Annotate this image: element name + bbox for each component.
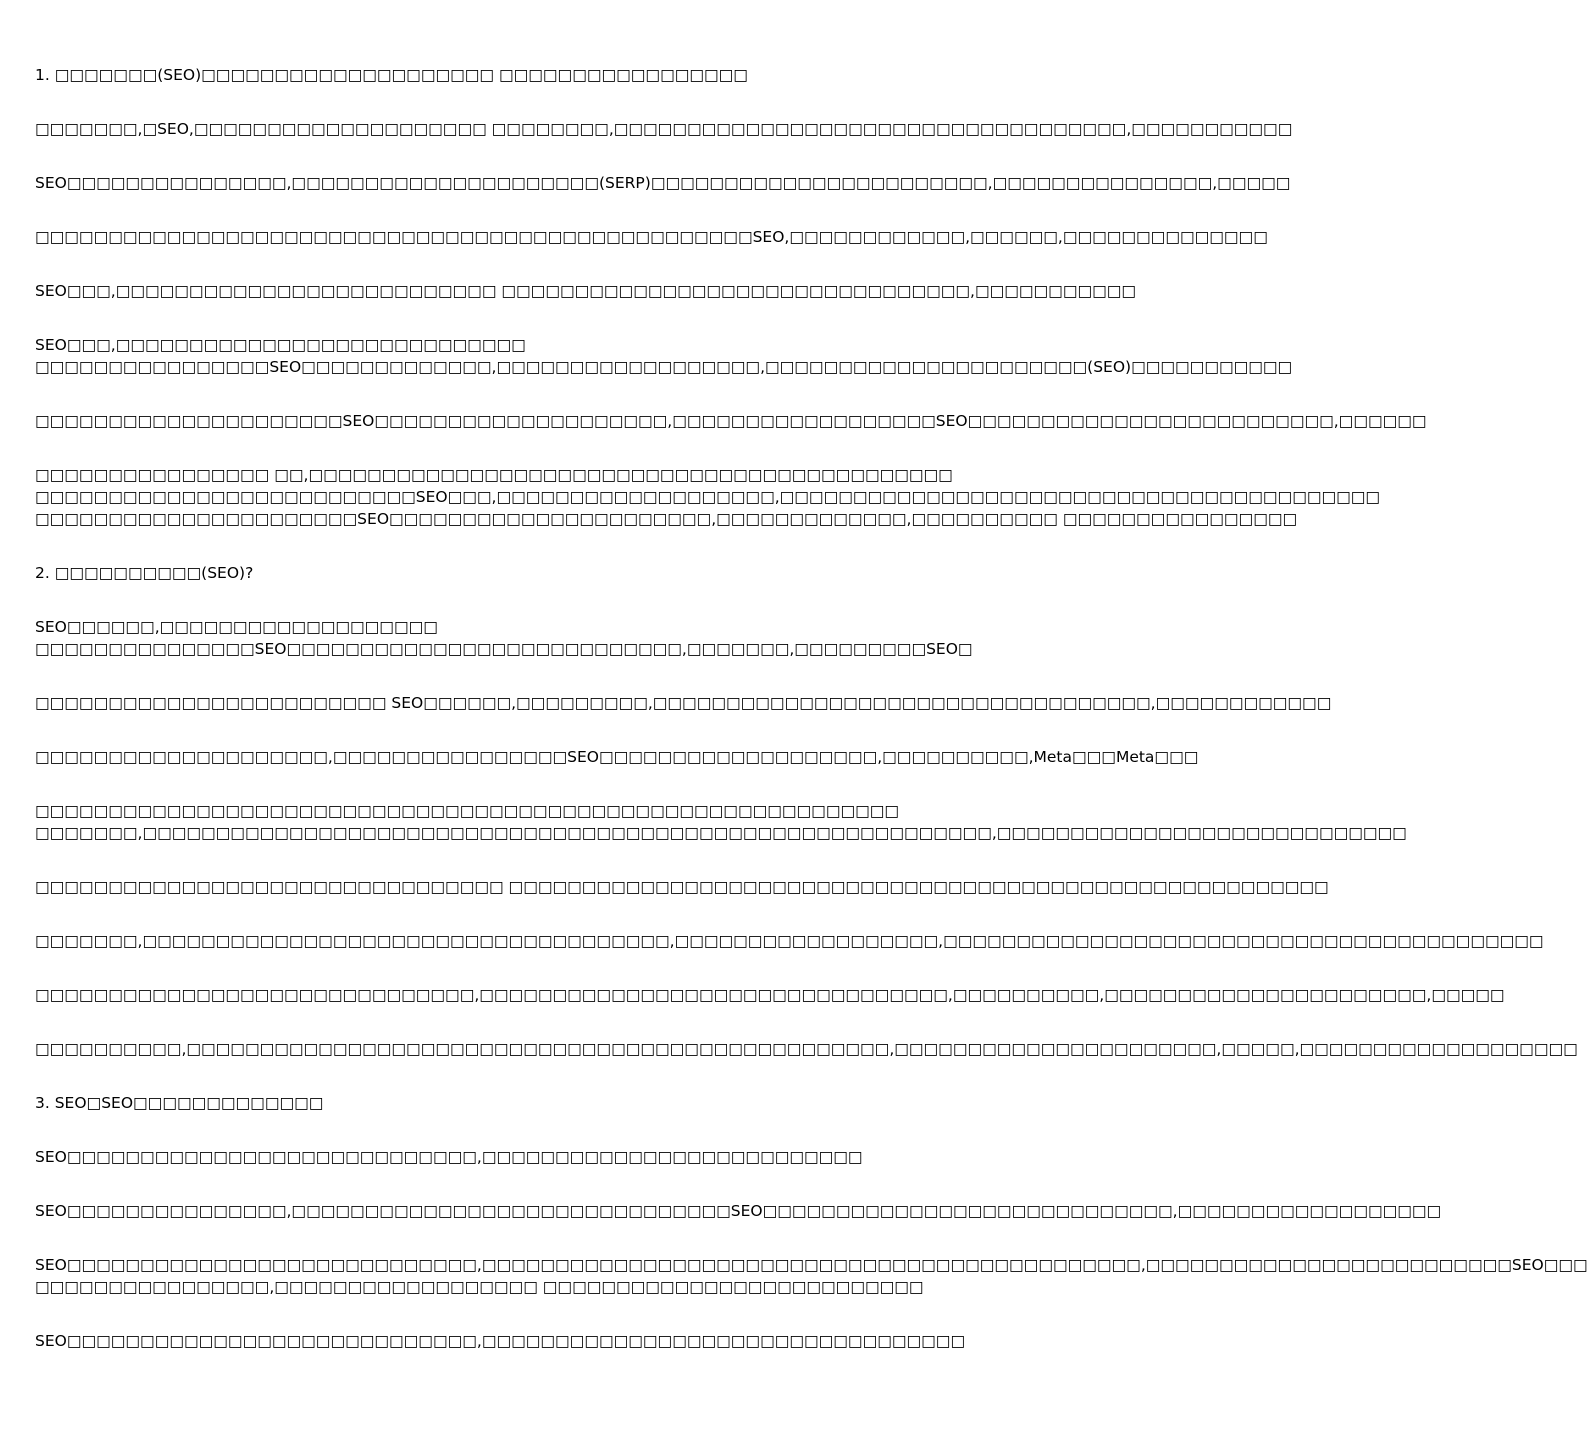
text-line: □□□□□□□,□□□□□□□□□□□□□□□□□□□□□□□□□□□□□□□□□□□□□□□□□□□□□□□□□□□□□□□□□□,□□□□□□□□□□□□□□□□□□□□□□□□□□□□ bbox=[35, 824, 1407, 842]
text-line: □□□□□□□□□□□□□□□□□□□□,□□□□□□□□□□□□□□□□SEO□□□□□□□□□□□□□□□□□□□,□□□□□□□□□□,Meta□□□Meta□□□ bbox=[35, 748, 1199, 766]
paragraph bbox=[35, 410, 1427, 432]
paragraph bbox=[35, 280, 1137, 302]
paragraph bbox=[35, 746, 1199, 768]
text-line: □□□□□□□□□□□□□□□□□□□□□□□□ SEO□□□□□□,□□□□□□□□□,□□□□□□□□□□□□□□□□□□□□□□□□□□□□□□□□□□,□□□□□□□□□□□□ bbox=[35, 694, 1332, 712]
paragraph bbox=[35, 1092, 990, 1114]
text-line: SEO□□□□□□□□□□□□□□□,□□□□□□□□□□□□□□□□□□□□□(SERP)□□□□□□□□□□□□□□□□□□□□□□□,□□□□□□□□□□□□□□□,□□□□□ bbox=[35, 174, 1291, 192]
paragraph bbox=[35, 984, 1505, 1006]
paragraph bbox=[35, 876, 1329, 898]
text-line: □□□□□□□□□□□□□□□□□□□□□□□□□□□□□□□□□□□□□□□□□□□□□□□□□□□□□□□□□□□ bbox=[35, 802, 900, 820]
paragraph bbox=[35, 1146, 990, 1168]
text-line: □□□□□□□□□□□□□□□□ □□,□□□□□□□□□□□□□□□□□□□□□□□□□□□□□□□□□□□□□□□□□□□□ bbox=[35, 466, 953, 484]
text-line: □□□□□□□,□SEO,□□□□□□□□□□□□□□□□□□□□ □□□□□□□□,□□□□□□□□□□□□□□□□□□□□□□□□□□□□□□□□□□□,□□□□□□□□□□□ bbox=[35, 120, 1293, 138]
text-line: □□□□□□□□□□□□□□□□□□□□□□□□□□□□□□□□ □□□□□□□□□□□□□□□□□□□□□□□□□□□□□□□□□□□□□□□□□□□□□□□□□□□□□□□□ bbox=[35, 878, 1329, 896]
paragraph bbox=[35, 464, 1381, 530]
text-line: □□□□□□□□□□□□□□□□□□□□□SEO□□□□□□□□□□□□□□□□□□□□,□□□□□□□□□□□□□□□□□□SEO□□□□□□□□□□□□□□□□□□□□□□□□□,□□□□□□ bbox=[35, 412, 1427, 430]
text-line: SEO□□□,□□□□□□□□□□□□□□□□□□□□□□□□□□□□ bbox=[35, 336, 526, 354]
paragraph bbox=[35, 118, 1293, 140]
text-line: □□□□□□□□□□□□□□□□,□□□□□□□□□□□□□□□□□□ □□□□□□□□□□□□□□□□□□□□□□□□□□ bbox=[35, 1278, 924, 1296]
text-line: □□□□□□□□□□□□□□□□□□□□□□□□□□□□□□□□□□□□□□□□□□□□□□□□□SEO,□□□□□□□□□□□□,□□□□□□,□□□□□□□□□□□□□□ bbox=[35, 228, 1268, 246]
paragraph bbox=[35, 1254, 1588, 1298]
paragraph bbox=[35, 562, 990, 584]
paragraph bbox=[35, 1038, 1578, 1060]
paragraph bbox=[35, 692, 1332, 714]
text-line: SEO□□□□□□□□□□□□□□□,□□□□□□□□□□□□□□□□□□□□□□□□□□□□□□SEO□□□□□□□□□□□□□□□□□□□□□□□□□□□□,□□□□□□□□□□□□□□□□□□ bbox=[35, 1202, 1442, 1220]
text-line: □□□□□□□□□□□□□□□□□□□□□□SEO□□□□□□□□□□□□□□□□□□□□□□,□□□□□□□□□□□□□,□□□□□□□□□□ □□□□□□□□□□□□□□□□ bbox=[35, 510, 1298, 528]
paragraph bbox=[35, 334, 1293, 378]
text-line: 3. SEO□SEO□□□□□□□□□□□□□ bbox=[35, 1094, 324, 1112]
paragraph bbox=[35, 1200, 1442, 1222]
paragraph bbox=[35, 64, 990, 86]
text-line: □□□□□□□□□□□□□□□SEO□□□□□□□□□□□□□□□□□□□□□□□□□□□,□□□□□□□,□□□□□□□□□SEO□ bbox=[35, 640, 973, 658]
text-line: □□□□□□□□□□□□□□□□SEO□□□□□□□□□□□□□,□□□□□□□□□□□□□□□□□□,□□□□□□□□□□□□□□□□□□□□□□(SEO)□□□□□□□□□□□ bbox=[35, 358, 1293, 376]
document-body bbox=[35, 64, 1588, 1384]
paragraph bbox=[35, 172, 1291, 194]
paragraph bbox=[35, 1330, 990, 1352]
text-line: □□□□□□□,□□□□□□□□□□□□□□□□□□□□□□□□□□□□□□□□□□□□,□□□□□□□□□□□□□□□□□□,□□□□□□□□□□□□□□□□□□□□□□□□□□□□□□□□□□□□□□□□□ bbox=[35, 932, 1544, 950]
text-line: SEO□□□□□□□□□□□□□□□□□□□□□□□□□□□□,□□□□□□□□□□□□□□□□□□□□□□□□□□□□□□□□□□□□□□□□□□□□□,□□□□□□□□□□□□□□□□□□□□□□□□□SEO□□□ bbox=[35, 1256, 1588, 1274]
text-line: SEO□□□□□□□□□□□□□□□□□□□□□□□□□□□□,□□□□□□□□□□□□□□□□□□□□□□□□□□ bbox=[35, 1148, 863, 1166]
text-line: SEO□□□,□□□□□□□□□□□□□□□□□□□□□□□□□□ □□□□□□□□□□□□□□□□□□□□□□□□□□□□□□□□,□□□□□□□□□□□ bbox=[35, 282, 1137, 300]
text-line: SEO□□□□□□□□□□□□□□□□□□□□□□□□□□□□,□□□□□□□□□□□□□□□□□□□□□□□□□□□□□□□□□ bbox=[35, 1332, 966, 1350]
text-line: □□□□□□□□□□□□□□□□□□□□□□□□□□□□□□,□□□□□□□□□□□□□□□□□□□□□□□□□□□□□□□□,□□□□□□□□□□,□□□□□□□□□□□□□□□□□□□□□□,□□□□□ bbox=[35, 986, 1505, 1004]
text-line: SEO□□□□□□,□□□□□□□□□□□□□□□□□□□ bbox=[35, 618, 438, 636]
paragraph bbox=[35, 800, 1407, 844]
text-line: □□□□□□□□□□,□□□□□□□□□□□□□□□□□□□□□□□□□□□□□□□□□□□□□□□□□□□□□□□□,□□□□□□□□□□□□□□□□□□□□□□,□□□□□,□□□□□□□□□□□□□□□□□□□ bbox=[35, 1040, 1578, 1058]
text-line: 1. □□□□□□□(SEO)□□□□□□□□□□□□□□□□□□□□ □□□□□□□□□□□□□□□□□ bbox=[35, 66, 748, 84]
paragraph bbox=[35, 930, 1544, 952]
paragraph bbox=[35, 226, 1268, 248]
text-line: □□□□□□□□□□□□□□□□□□□□□□□□□□SEO□□□,□□□□□□□□□□□□□□□□□□□,□□□□□□□□□□□□□□□□□□□□□□□□□□□□□□□□□□□□□□□□□ bbox=[35, 488, 1381, 506]
paragraph bbox=[35, 616, 990, 660]
text-line: 2. □□□□□□□□□□(SEO)? bbox=[35, 564, 254, 582]
